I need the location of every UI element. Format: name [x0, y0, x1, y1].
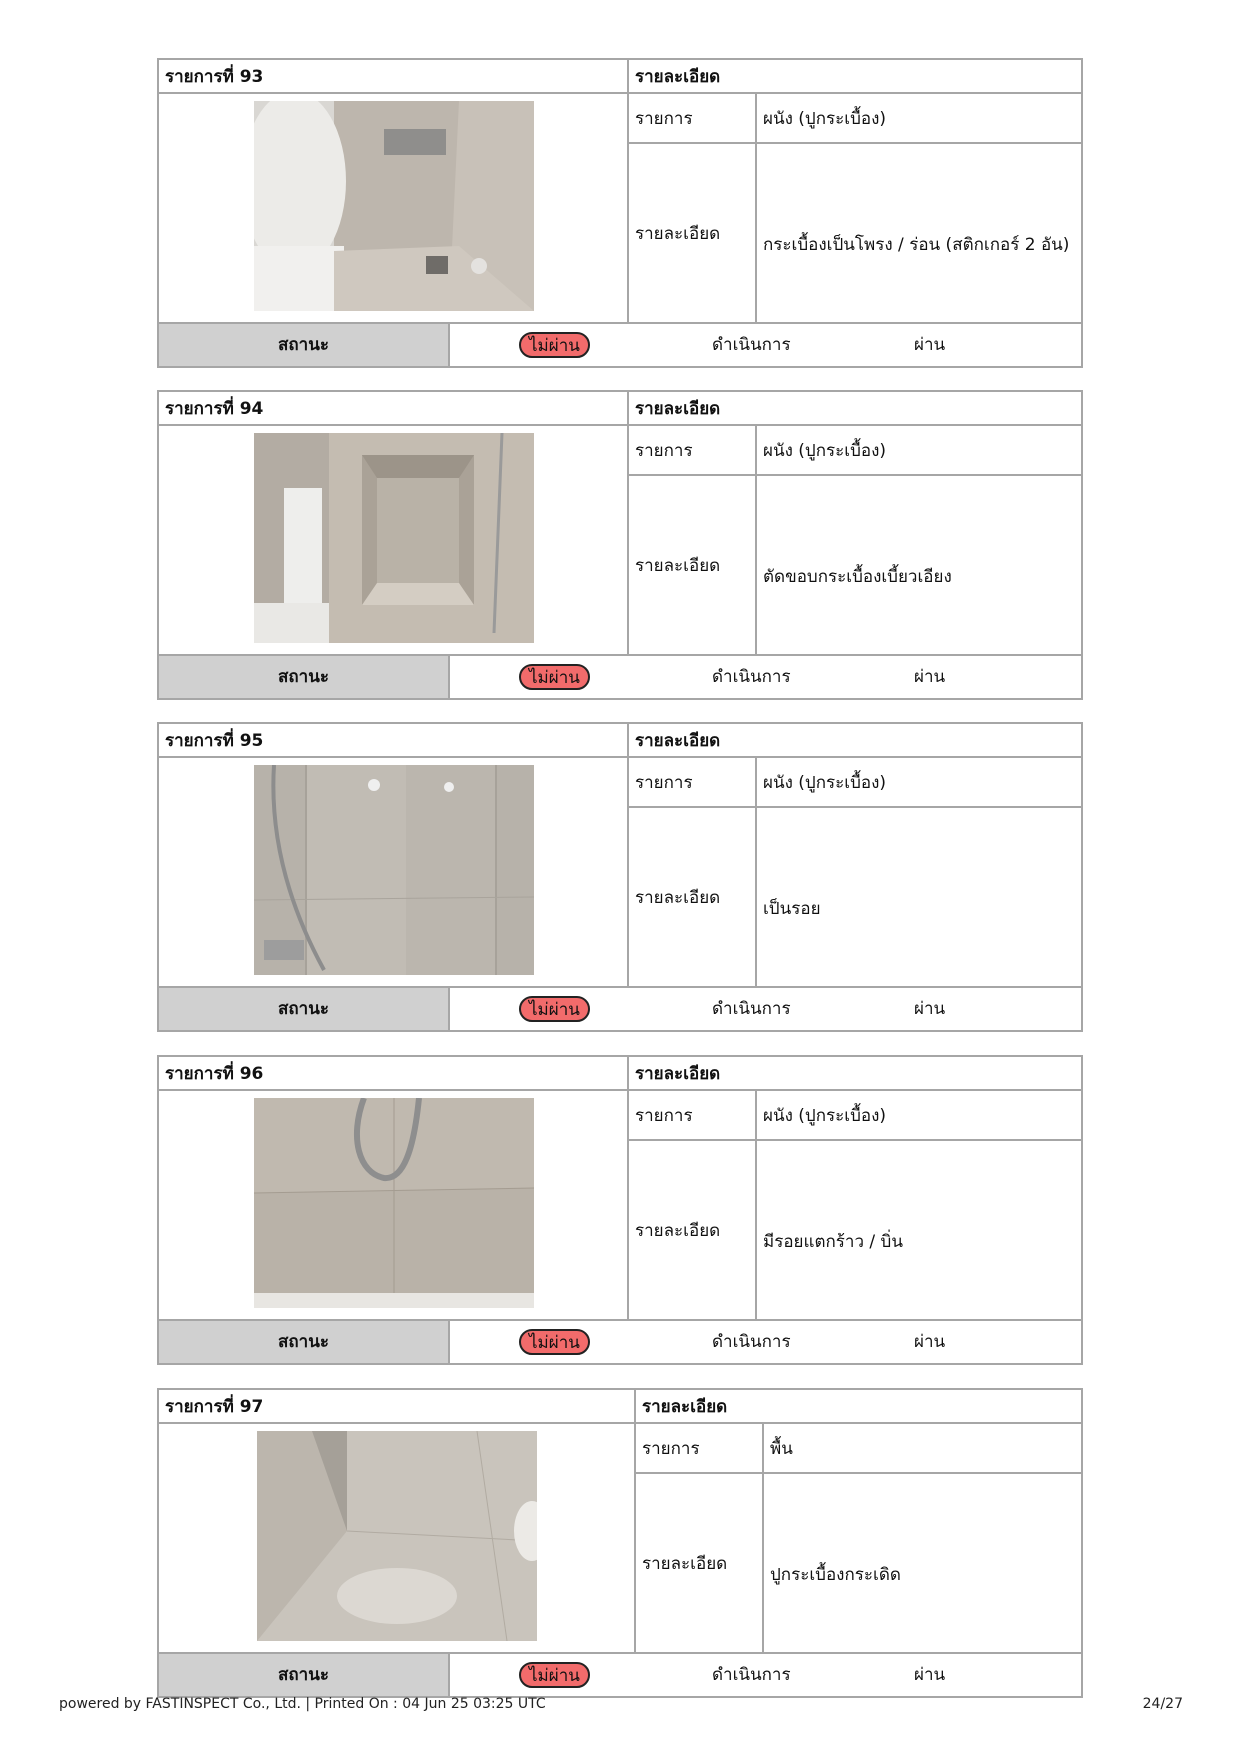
status-label: สถานะ [159, 1654, 450, 1696]
status-fail-badge[interactable]: ไม่ผ่าน [519, 332, 590, 358]
inspection-photo[interactable] [254, 765, 534, 975]
item-number-header: รายการที่ 96 [159, 1057, 629, 1091]
status-fail-badge[interactable]: ไม่ผ่าน [519, 1662, 590, 1688]
status-label: สถานะ [159, 656, 450, 698]
status-in-progress-option[interactable]: ดำเนินการ [712, 1332, 791, 1352]
detail-label: รายละเอียด [629, 144, 757, 322]
detail-label: รายละเอียด [629, 476, 757, 654]
inspection-card-93 [157, 58, 1083, 368]
status-in-progress-option[interactable]: ดำเนินการ [712, 667, 791, 687]
item-label: รายการ [636, 1424, 764, 1474]
item-value: พื้น [764, 1424, 1081, 1474]
status-pass-option[interactable]: ผ่าน [914, 1665, 946, 1685]
status-fail-badge[interactable]: ไม่ผ่าน [519, 1329, 590, 1355]
item-label: รายการ [629, 426, 757, 476]
status-fail-badge[interactable]: ไม่ผ่าน [519, 664, 590, 690]
detail-value: เป็นรอย [763, 898, 821, 919]
item-value: ผนัง (ปูกระเบื้อง) [757, 1091, 1081, 1141]
inspection-photo[interactable] [254, 101, 534, 311]
item-value: ผนัง (ปูกระเบื้อง) [757, 94, 1081, 144]
photo-cell [159, 94, 629, 322]
detail-label: รายละเอียด [629, 1141, 757, 1319]
status-pass-option[interactable]: ผ่าน [914, 335, 946, 355]
detail-header: รายละเอียด [629, 724, 1081, 758]
inspection-card-94 [157, 390, 1083, 700]
item-number-header: รายการที่ 97 [159, 1390, 636, 1424]
page-number: 24/27 [1142, 1696, 1183, 1712]
status-pass-option[interactable]: ผ่าน [914, 667, 946, 687]
item-value: ผนัง (ปูกระเบื้อง) [757, 758, 1081, 808]
status-pass-option[interactable]: ผ่าน [914, 1332, 946, 1352]
photo-cell [159, 1424, 636, 1652]
status-in-progress-option[interactable]: ดำเนินการ [712, 335, 791, 355]
detail-label: รายละเอียด [636, 1474, 764, 1652]
item-number-header: รายการที่ 93 [159, 60, 629, 94]
item-label: รายการ [629, 758, 757, 808]
photo-cell [159, 758, 629, 986]
status-label: สถานะ [159, 988, 450, 1030]
status-pass-option[interactable]: ผ่าน [914, 999, 946, 1019]
detail-value: มีรอยแตกร้าว / บิ่น [763, 1231, 903, 1252]
footer-credit: powered by FASTINSPECT Co., Ltd. | Printed On : 04 Jun 25 03:25 UTC [59, 1696, 546, 1712]
status-bar [159, 654, 1081, 698]
inspection-photo[interactable] [257, 1431, 537, 1641]
item-label: รายการ [629, 94, 757, 144]
status-bar [159, 322, 1081, 366]
status-bar [159, 1652, 1081, 1696]
item-label: รายการ [629, 1091, 757, 1141]
inspection-card-97 [157, 1388, 1083, 1698]
inspection-photo[interactable] [254, 433, 534, 643]
status-label: สถานะ [159, 324, 450, 366]
detail-header: รายละเอียด [629, 1057, 1081, 1091]
detail-label: รายละเอียด [629, 808, 757, 986]
photo-cell [159, 1091, 629, 1319]
status-fail-badge[interactable]: ไม่ผ่าน [519, 996, 590, 1022]
photo-cell [159, 426, 629, 654]
item-number-header: รายการที่ 94 [159, 392, 629, 426]
inspection-card-96 [157, 1055, 1083, 1365]
item-value: ผนัง (ปูกระเบื้อง) [757, 426, 1081, 476]
detail-value: ตัดขอบกระเบื้องเบี้ยวเอียง [763, 566, 952, 587]
status-in-progress-option[interactable]: ดำเนินการ [712, 1665, 791, 1685]
inspection-card-95 [157, 722, 1083, 1032]
detail-value: ปูกระเบื้องกระเดิด [770, 1564, 901, 1585]
detail-header: รายละเอียด [629, 392, 1081, 426]
status-bar [159, 1319, 1081, 1363]
inspection-photo[interactable] [254, 1098, 534, 1308]
detail-header: รายละเอียด [629, 60, 1081, 94]
status-label: สถานะ [159, 1321, 450, 1363]
item-number-header: รายการที่ 95 [159, 724, 629, 758]
status-in-progress-option[interactable]: ดำเนินการ [712, 999, 791, 1019]
detail-value: กระเบื้องเป็นโพรง / ร่อน (สติกเกอร์ 2 อัน) [763, 234, 1070, 255]
status-bar [159, 986, 1081, 1030]
detail-header: รายละเอียด [636, 1390, 1081, 1424]
